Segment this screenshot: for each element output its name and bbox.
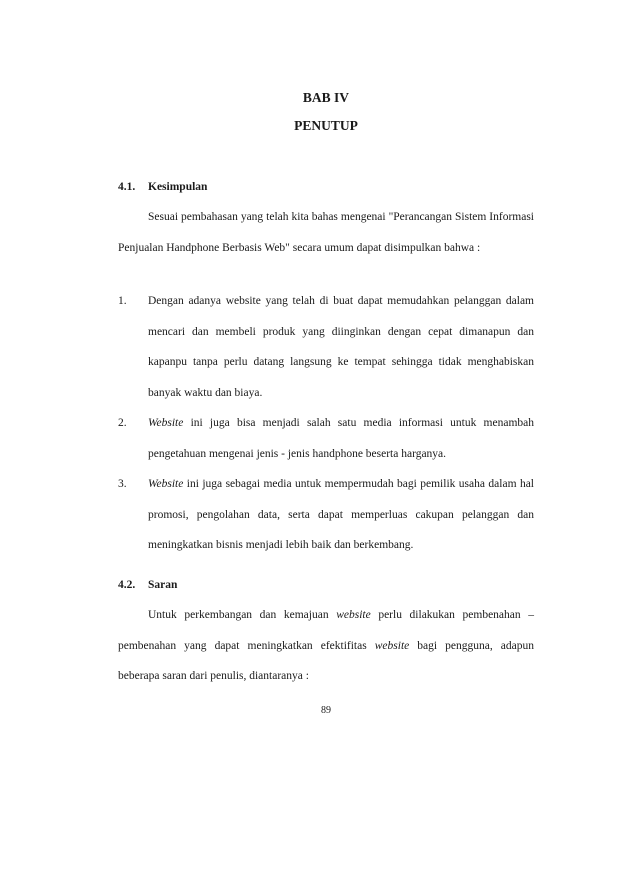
section-number: 4.2. <box>118 579 136 591</box>
section-title: Kesimpulan <box>148 181 208 193</box>
list-marker: 2. <box>118 417 127 429</box>
conclusion-item-2 <box>118 408 534 469</box>
section-heading-kesimpulan <box>118 180 207 194</box>
chapter-number: BAB IV <box>302 90 350 105</box>
list-marker: 3. <box>118 478 127 490</box>
section-heading-saran <box>118 578 177 592</box>
item-lead: Website <box>148 478 184 490</box>
page-number: 89 <box>321 705 331 716</box>
suggestion-paragraph: Untuk perkembangan dan kemajuan website perlu dilakukan pembenahan – pembenahan yang dapat meningkatkan efektifitas website bagi pengguna, adapun beberapa saran dari penulis, diantaranya : <box>118 609 534 682</box>
section-title: Saran <box>148 579 178 591</box>
item-text: ini juga sebagai media untuk mempermudah bagi pemilik usaha dalam hal promosi, pengolahan data, serta dapat memperluas cakupan pelanggan dan meningkatkan bisnis menjadi lebih baik dan berkembang. <box>148 478 534 551</box>
conclusion-item-1 <box>118 286 534 408</box>
item-text: Dengan adanya website yang telah di buat dapat memudahkan pelanggan dalam mencari dan membeli produk yang diinginkan dengan cepat dimanapun dan kapanpu tanpa perlu datang langsung ke tempat sehingga tidak menghabiskan banyak waktu dan biaya. <box>148 295 534 399</box>
conclusion-item-3 <box>118 469 534 561</box>
item-text: ini juga bisa menjadi salah satu media informasi untuk menambah pengetahuan mengenai jenis - jenis handphone beserta harganya. <box>148 417 534 460</box>
chapter-title: PENUTUP <box>294 118 358 133</box>
list-marker: 1. <box>118 295 127 307</box>
item-lead: Website <box>148 417 184 429</box>
section-number: 4.1. <box>118 181 136 193</box>
conclusion-intro: Sesuai pembahasan yang telah kita bahas mengenai "Perancangan Sistem Informasi Penjualan Handphone Berbasis Web" secara umum dapat disimpulkan bahwa : <box>118 211 534 254</box>
